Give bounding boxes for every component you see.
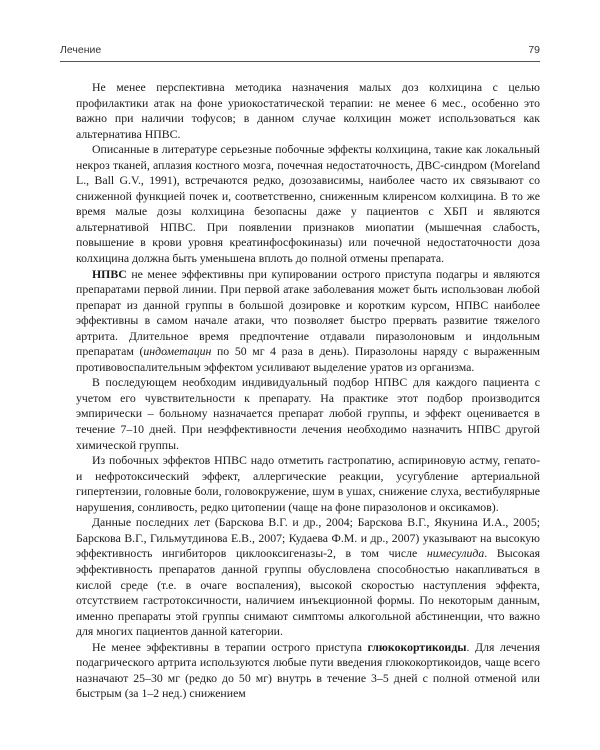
paragraph — [76, 80, 540, 142]
italic-term: индометацин — [143, 344, 212, 359]
section-title: Лечение — [60, 44, 102, 56]
text-run: . Для лечения подагрического артрита используются любые пути введения глюкокортикоидов, чаще всего назначают 25–30 мг (редко до 50 мг) внутрь в течение 3–5 дней с полной отменой или быстрым (за 1–2 нед.) снижением — [76, 639, 540, 701]
header-rule — [60, 61, 540, 62]
paragraph — [76, 375, 540, 453]
paragraph — [76, 640, 540, 702]
body-text — [76, 80, 540, 702]
text-run: В последующем необходим индивидуальный подбор НПВС для каждого пациента с учетом его чувствительности к препарату. На практике этот подбор производится эмпирически – больному назначается препарат любой группы, и эффект оценивается в течение 7–10 дней. При неэффективности лечения необходимо назначить НПВС другой химической группы. — [76, 375, 540, 452]
italic-term: нимесулида — [426, 546, 485, 561]
text-run: Не менее перспективна методика назначения малых доз колхицина с целью профилактики атак на фоне уриокостатической терапии: не менее 6 мес., особенно это важно при наличии тофусов; в данном случае колхицин может использоваться как альтернатива НПВС. — [76, 80, 540, 141]
text-run: Не менее эффективны в терапии острого приступа — [92, 639, 368, 654]
text-run: Описанные в литературе серьезные побочные эффекты колхицина, такие как локальный некроз тканей, аплазия костного мозга, почечная недостаточность, ДВС-синдром (Moreland L., Ball G.V., 1991), встречаются редко, дозозависимы, наиболее часто их связывают со сниженной функцией почек и, соответственно, сниженным клиренсом колхицина. В то же время малые дозы колхицина безопасны даже у пациентов с ХБП и являются альтернативой НПВС. При появлении признаков миопатии (мышечная слабость, повышение в крови уровня креатинфосфокиназы) или почечной недостаточности доза колхицина должна быть уменьшена вплоть до полной отмены препарата. — [76, 142, 540, 266]
text-run: по 50 мг 4 раза в день). Пиразолоны наряду с выраженным противовоспалительным эффектом усиливают выделение уратов из организма. — [76, 344, 540, 374]
bold-term: глюкокортикоиды — [367, 639, 467, 654]
text-run: не менее эффективны при купировании острого приступа подагры и являются препаратами первой линии. При первой атаке заболевания может быть использован любой препарат из данной группы в большой дозировке и коротким курсом, НПВС наиболее эффективны в самом начале атаки, что позволяет быстро прервать развитие тяжелого артрита. Длительное время предпочтение отдавали пиразолоновым и индольным препаратам ( — [76, 266, 540, 359]
text-run: Из побочных эффектов НПВС надо отметить гастропатию, аспириновую астму, гепато- и нефротоксический эффект, аллергические реакции, усугубление артериальной гипертензии, головные боли, головокружение, шум в ушах, снижение слуха, вестибулярные нарушения, сонливость, редко цитопении (чаще на фоне пиразолонов и оксикамов). — [76, 453, 540, 514]
page-number: 79 — [528, 44, 540, 56]
running-head — [60, 44, 540, 60]
paragraph — [76, 267, 540, 376]
bold-term: НПВС — [92, 266, 127, 281]
text-run: . Высокая эффективность препаратов данной группы обусловлена способностью накапливаться в кислой среде (т.е. в очаге воспаления), высокой скоростью наступления эффекта, отсутствием гастротоксичности, наличием инъекционной формы. По некоторым данным, именно препараты этой группы снимают симптомы алкогольной абстиненции, что важно для многих пациентов данной категории. — [76, 546, 540, 639]
text-run: Данные последних лет (Барскова В.Г. и др., 2004; Барскова В.Г., Якунина И.А., 2005; Барскова В.Г., Гильмутдинова Е.В., 2007; Кудаева Ф.М. и др., 2007) указывают на высокую эффективность ингибиторов циклооксигеназы-2, в том числе — [76, 515, 540, 561]
paragraph — [76, 515, 540, 639]
paragraph — [76, 453, 540, 515]
paragraph — [76, 142, 540, 266]
